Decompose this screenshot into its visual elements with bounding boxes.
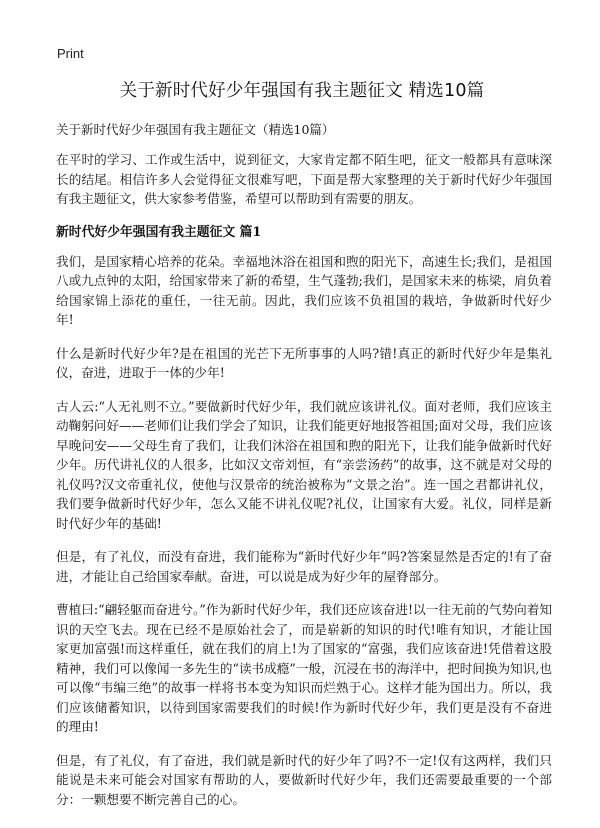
body-paragraph-4: 但是，有了礼仪，而没有奋进，我们能称为“新时代好少年”吗?答案显然是否定的!有了奋进，才能让自己给国家奉献。奋进，可以说是成为好少年的屋脊部分。 [56, 549, 552, 584]
document-subtitle: 关于新时代好少年强国有我主题征文（精选10篇） [56, 122, 335, 137]
body-paragraph-2: 什么是新时代好少年?是在祖国的光芒下无所事事的人吗?错!真正的新时代好少年是集礼仪，奋进，进取于一体的少年! [56, 345, 552, 380]
body-paragraph-1: 我们，是国家精心培养的花朵。幸福地沐浴在祖国和煦的阳光下，高速生长;我们，是祖国八或九点钟的太阳，给国家带来了新的希望，生气蓬勃;我们，是国家未来的栋梁，肩负着给国家锦上添花的重任，一往无前。因此，我们应该不负祖国的栽培，争做新时代好少年! [56, 253, 552, 327]
body-paragraph-6: 但是，有了礼仪，有了奋进，我们就是新时代的好少年了吗?不一定!仅有这两样，我们只能说是未来可能会对国家有帮助的人，要做新时代好少年，我们还需要最重要的一个部分：一颗想要不断完善自己的心。 [56, 752, 552, 807]
body-paragraph-5: 曹植曰:“翩轻躯而奋进兮。”作为新时代好少年，我们还应该奋进!以一往无前的气势向着知识的天空飞去。现在已经不是原始社会了，而是崭新的知识的时代!唯有知识，才能让国家更加富强!而这样重任，就在我们的肩上!为了国家的“富强，我们应该奋进!凭借着这股精神，我们可以像闻一多先生的“读书成瘾”一般，沉浸在书的海洋中，把时间换为知识,也可以像“韦编三绝”的故事一样将书本变为知识而烂熟于心。这样才能为国出力。所以，我们应该储蓄知识，以待到国家需要我们的时候!作为新时代好少年，我们更是没有不奋进的理由! [56, 602, 552, 734]
section-heading: 新时代好少年强国有我主题征文 篇1 [56, 224, 262, 240]
print-link[interactable]: Print [57, 46, 84, 61]
body-paragraph-3: 古人云:“人无礼则不立。”要做新时代好少年，我们就应该讲礼仪。面对老师，我们应该主动鞠躬问好——老师们让我们学会了知识，让我们能更好地报答祖国;面对父母，我们应该早晚问安——父母生育了我们，让我们沐浴在祖国和煦的阳光下，让我们能争做新时代好少年。历代讲礼仪的人很多，比如汉文帝刘恒，有“亲尝汤药”的故事，这不就是对父母的礼仪吗?汉文帝重礼仪，使他与汉景帝的统治被称为“文景之治”。连一国之君都讲礼仪，我们要争做新时代好少年，怎么又能不讲礼仪呢?礼仪，让国家有大爱。礼仪，同样是新时代好少年的基础! [56, 398, 552, 531]
page-title: 关于新时代好少年强国有我主题征文 精选10篇 [119, 81, 485, 101]
intro-paragraph: 在平时的学习、工作或生活中，说到征文，大家肯定都不陌生吧，征文一般都具有意味深长的结尾。相信许多人会觉得征文很难写吧，下面是帮大家整理的关于新时代好少年强国有我主题征文，供大家参考借鉴，希望可以帮助到有需要的朋友。 [56, 152, 552, 206]
article-body [56, 150, 552, 823]
